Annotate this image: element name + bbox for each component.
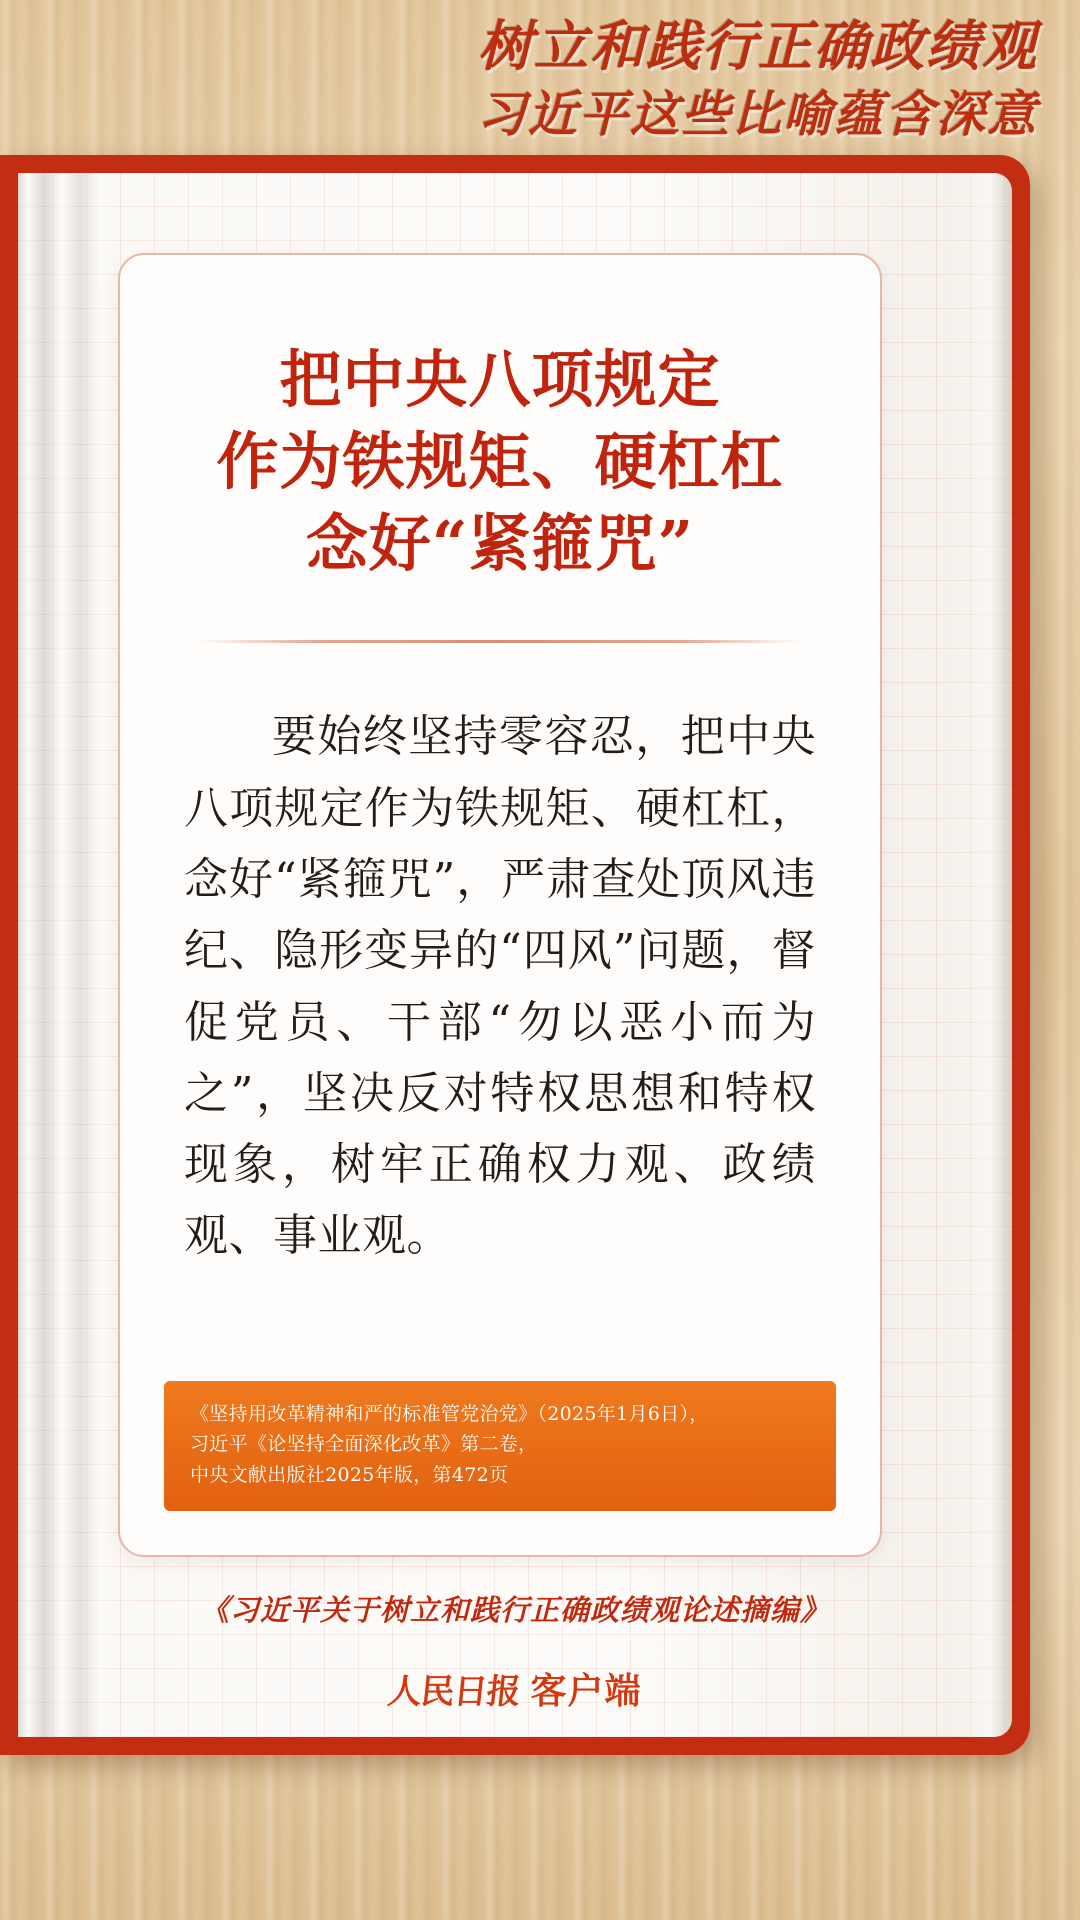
page-binding-left xyxy=(18,173,114,1737)
footer-reference: 《习近平关于树立和践行正确政绩观论述摘编》 xyxy=(199,1593,830,1627)
header-title-line2: 习近平这些比喻蕴含深意 xyxy=(476,84,1038,143)
quote-card-body xyxy=(18,173,1012,1737)
quote-card-frame xyxy=(0,155,1030,1755)
quote-main-title: 把中央八项规定 作为铁规矩、硬杠杠 念好“紧箍咒” xyxy=(216,343,784,580)
brand-logo xyxy=(18,1663,1012,1714)
source-citation xyxy=(120,1381,880,1511)
wood-bottom-strip xyxy=(0,1760,1080,1920)
brand-app-label: 客户端 xyxy=(530,1671,642,1712)
source-citation-text: 《坚持用改革精神和严的标准管党治党》（2025年1月6日）， 习近平《论坚持全面深化改革》第二卷， 中央文献出版社2025年版，第472页 xyxy=(164,1381,836,1511)
page-binding-right xyxy=(948,173,1012,1737)
header-title xyxy=(477,14,1038,144)
title-divider xyxy=(200,640,800,643)
quote-body-text: 要始终坚持零容忍，把中央八项规定作为铁规矩、硬杠杠，念好“紧箍咒”，严肃查处顶风违纪、隐形变异的“四风”问题，督促党员、干部“勿以恶小而为之”，坚决反对特权思想和特权现象，树牢正确权力观、政绩观、事业观。 xyxy=(184,711,816,1262)
brand-name: 人民日报 xyxy=(386,1672,523,1712)
quote-sheet xyxy=(118,253,882,1557)
header-title-line1: 树立和践行正确政绩观 xyxy=(478,14,1038,78)
